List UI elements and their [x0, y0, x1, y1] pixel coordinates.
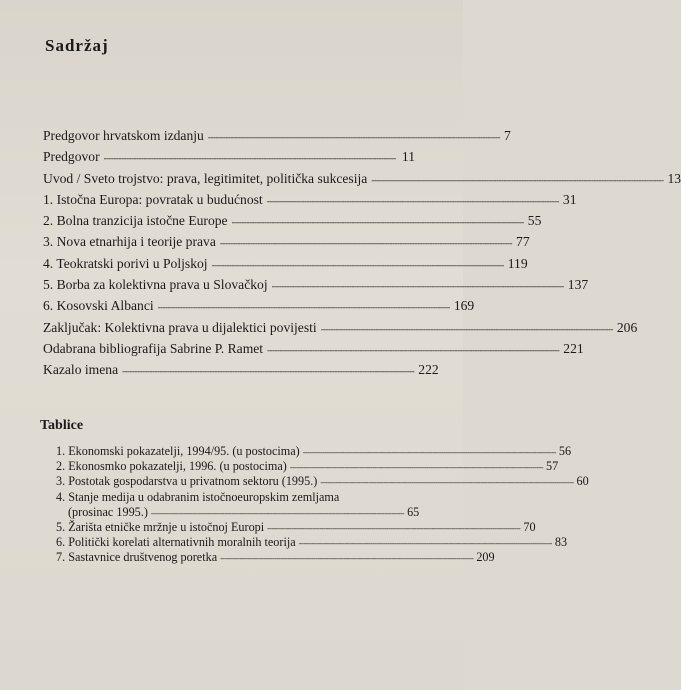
table-page: 57	[546, 459, 559, 474]
table-entry	[56, 519, 536, 535]
table-title: 7. Sastavnice društvenog poretka	[56, 550, 218, 565]
toc-page: 169	[453, 298, 475, 314]
toc-page: 77	[516, 234, 530, 250]
toc-page: 11	[401, 149, 415, 165]
table-title: 3. Postotak gospodarstva u privatnom sektoru (1995.)	[56, 474, 318, 489]
contents-heading: Sadržaj	[45, 36, 109, 55]
toc-entry	[43, 168, 681, 189]
toc-page: 13	[667, 170, 681, 186]
leader-dots: ---------------------------------------------------------------------------------------------------------------------	[157, 302, 450, 313]
leader-dots: ---------------------------------------------------------------------------------------------------------------------	[103, 153, 396, 164]
leader-dots: ---------------------------------------------------------------------------------------------------------------------	[220, 554, 474, 564]
table-entry	[56, 490, 412, 505]
toc-page: 31	[562, 191, 577, 207]
toc-title: Predgovor	[43, 149, 100, 165]
table-title: 4. Stanje medija u odabranim istočnoeuropskim zemljama	[56, 489, 340, 504]
tables-heading: Tablice	[40, 418, 84, 433]
toc-title: Predgovor hrvatskom izdanju	[43, 128, 204, 143]
toc-entry	[43, 125, 511, 146]
toc-title: 4. Teokratski porivi u Poljskoj	[43, 255, 208, 271]
toc-entry	[43, 146, 415, 167]
toc-title: Uvod / Sveto trojstvo: prava, legitimitet, politička sukcesija	[43, 170, 368, 186]
toc-title: 1. Istočna Europa: povratak u budućnost	[43, 191, 263, 207]
table-entry	[56, 535, 568, 550]
table-entry	[56, 474, 589, 489]
table-title: 1. Ekonomski pokazatelji, 1994/95. (u postocima)	[56, 444, 300, 458]
toc-entry	[43, 210, 542, 231]
toc-title: Zaključak: Kolektivna prava u dijalektici povijesti	[43, 319, 317, 335]
table-entry-continuation	[56, 504, 420, 520]
toc-entry	[43, 295, 475, 316]
toc-entry	[43, 253, 528, 274]
table-page: 56	[558, 444, 572, 458]
toc-page: 7	[504, 128, 511, 143]
toc-page: 55	[527, 213, 542, 229]
table-page: 83	[554, 535, 568, 550]
leader-dots: ---------------------------------------------------------------------------------------------------------------------	[231, 217, 524, 228]
table-page: 209	[476, 550, 495, 565]
toc-entry	[43, 274, 589, 295]
leader-dots: ---------------------------------------------------------------------------------------------------------------------	[122, 366, 415, 377]
list-of-tables	[56, 444, 589, 566]
table-page: 65	[407, 504, 420, 519]
leader-dots: ---------------------------------------------------------------------------------------------------------------------	[207, 132, 501, 142]
leader-dots: ---------------------------------------------------------------------------------------------------------------------	[266, 195, 559, 206]
leader-dots: ---------------------------------------------------------------------------------------------------------------------	[271, 281, 564, 292]
leader-dots: ---------------------------------------------------------------------------------------------------------------------	[267, 523, 521, 533]
table-title: 2. Ekonosmko pokazatelji, 1996. (u postocima)	[56, 459, 287, 474]
table-page: 70	[523, 519, 536, 534]
toc-title: 5. Borba za kolektivna prava u Slovačkoj	[43, 277, 268, 293]
toc-page: 206	[616, 319, 638, 335]
toc-title: Kazalo imena	[43, 362, 119, 378]
toc-title: 2. Bolna tranzicija istočne Europe	[43, 213, 228, 229]
table-entry	[56, 459, 559, 474]
toc-entry	[43, 231, 530, 252]
leader-dots: ---------------------------------------------------------------------------------------------------------------------	[298, 539, 552, 549]
leader-dots: ---------------------------------------------------------------------------------------------------------------------	[289, 463, 544, 473]
toc-title: Odabrana bibliografija Sabrine P. Ramet	[43, 340, 264, 356]
table-title: (prosinac 1995.)	[68, 504, 148, 519]
leader-dots: ---------------------------------------------------------------------------------------------------------------------	[320, 323, 613, 334]
leader-dots: ---------------------------------------------------------------------------------------------------------------------	[211, 259, 504, 270]
leader-dots: ---------------------------------------------------------------------------------------------------------------------	[150, 508, 405, 518]
toc-entry	[43, 359, 439, 380]
toc-page: 119	[507, 255, 528, 271]
toc-title: 3. Nova etnarhija i teorije prava	[43, 234, 216, 250]
leader-dots: ---------------------------------------------------------------------------------------------------------------------	[219, 238, 513, 249]
table-title: 6. Politički korelati alternativnih moralnih teorija	[56, 535, 296, 550]
toc-title: 6. Kosovski Albanci	[43, 298, 154, 314]
leader-dots: ---------------------------------------------------------------------------------------------------------------------	[302, 448, 556, 457]
leader-dots: ---------------------------------------------------------------------------------------------------------------------	[320, 478, 574, 488]
table-entry	[56, 550, 495, 565]
table-title: 5. Žarišta etničke mržnje u istočnoj Europi	[56, 519, 265, 534]
toc-page: 221	[563, 340, 584, 356]
toc-entry	[43, 189, 577, 210]
table-entry	[56, 444, 572, 459]
toc-entry	[43, 338, 584, 359]
table-of-contents	[43, 125, 681, 381]
toc-page: 222	[418, 362, 439, 378]
toc-entry	[43, 317, 638, 338]
leader-dots: ---------------------------------------------------------------------------------------------------------------------	[267, 344, 560, 355]
toc-page: 137	[567, 277, 589, 293]
table-page: 60	[576, 474, 589, 489]
leader-dots: ---------------------------------------------------------------------------------------------------------------------	[371, 174, 664, 185]
